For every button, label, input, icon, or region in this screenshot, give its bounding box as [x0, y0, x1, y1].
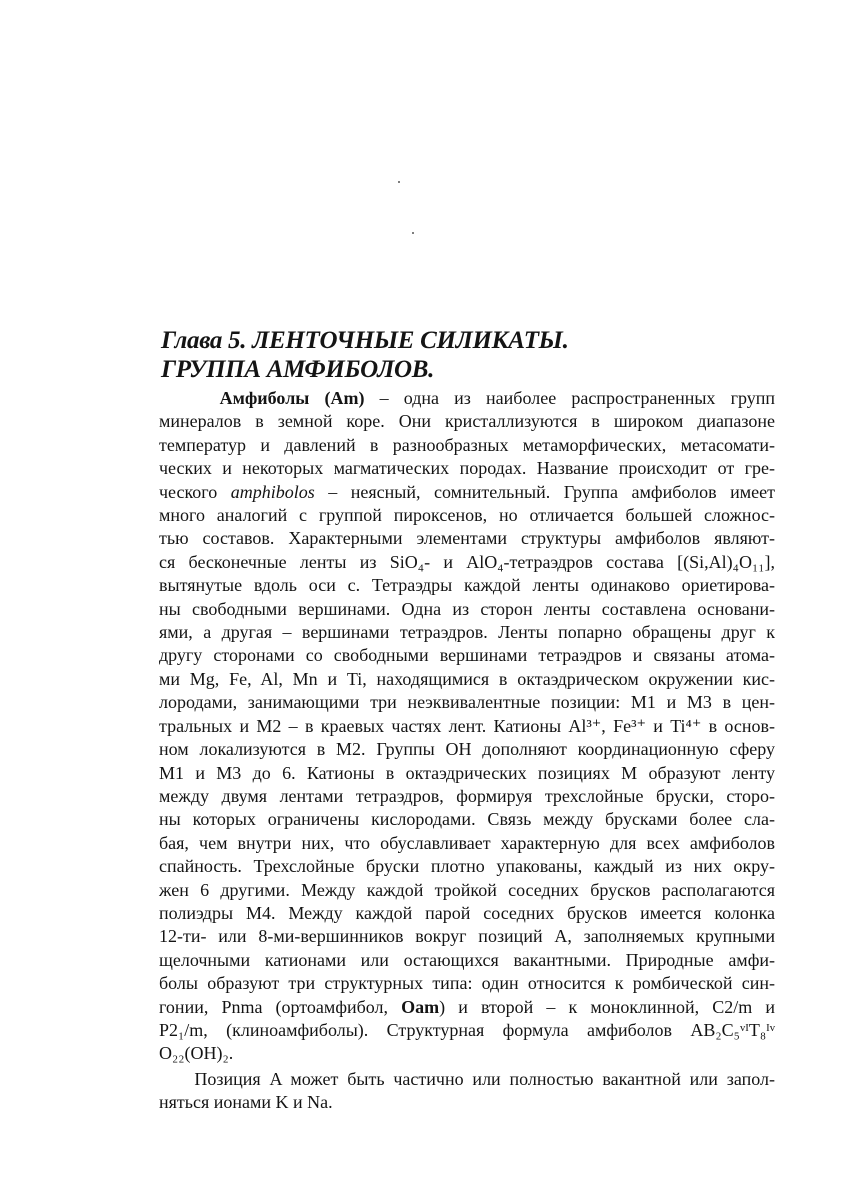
text-line: Амфиболы (Am) – одна из наиболее распространенных групп [219, 388, 775, 408]
text-line: жен 6 другими. Между каждой тройкой соседних брусков располагаются [159, 879, 775, 900]
body-text [159, 387, 775, 1115]
text-line: полиэдры M4. Между каждой парой соседних брусков имеется колонка [159, 902, 775, 923]
text-line: ческих и некоторых магматических породах. Название происходит от гре- [159, 458, 775, 479]
paragraph-2 [159, 1068, 775, 1115]
text-line: ном локализуются в M2. Группы OH дополняют координационную сферу [159, 739, 775, 760]
text-line: щелочными катионами или остающихся вакантными. Природные амфи- [159, 949, 775, 970]
text-line: болы образуют три структурных типа: один относится к ромбической син- [159, 973, 775, 994]
text-line: много аналогий с группой пироксенов, но отличается большей сложнос- [159, 505, 775, 526]
text-line: ся бесконечные ленты из SiO₄- и AlO₄-тетраэдров состава [(Si,Al)₄O₁₁], [159, 551, 775, 572]
text-line: температур и давлений в разнообразных метаморфических, метасомати- [159, 434, 775, 455]
text-line: M1 и M3 до 6. Катионы в октаэдрических позициях M образуют ленту [159, 762, 775, 783]
text-line: тью составов. Характерными элементами структуры амфиболов являют- [159, 528, 775, 549]
text-line: ны которых ограничены кислородами. Связь между брусками более сла- [159, 809, 775, 830]
chapter-title-line-1: Глава 5. ЛЕНТОЧНЫЕ СИЛИКАТЫ. [161, 327, 569, 354]
text-line: гонии, Pnma (ортоамфибол, Oam) и второй – к моноклинной, C2/m и [159, 996, 775, 1017]
text-line: ческого amphibolos – неясный, сомнительный. Группа амфиболов имеет [159, 481, 775, 502]
text-line: ми Mg, Fe, Al, Mn и Ti, находящимися в октаэдрическом окружении кис- [159, 668, 775, 689]
text-line: вытянутые вдоль оси c. Тетраэдры каждой ленты одинаково ориетирова- [159, 575, 775, 596]
text-line: ями, а другая – вершинами тетраэдров. Ленты попарно обращены друг к [159, 622, 775, 643]
text-line: Позиция A может быть частично или полностью вакантной или запол- [159, 1068, 775, 1089]
chapter-title [161, 326, 761, 384]
text-line: лородами, занимающими три неэквивалентные позиции: M1 и M3 в цен- [159, 692, 775, 713]
text-line: O₂₂(OH)₂. [159, 1043, 234, 1064]
text-line: бая, чем внутри них, что обуславливает характерную для всех амфиболов [159, 832, 775, 853]
text-line: тральных и M2 – в краевых частях лент. Катионы Al³⁺, Fe³⁺ и Ti⁴⁺ в основ- [159, 715, 775, 736]
text-line: P2₁/m, (клиноамфиболы). Структурная формула амфиболов AB₂C₅ᵛᴵT₈ᴵᵛ [159, 1019, 775, 1040]
text-line: 12-ти- или 8-ми-вершинников вокруг позиций A, заполняемых крупными [159, 926, 775, 947]
text-line: ны свободными вершинами. Одна из сторон ленты составлена основани- [159, 598, 775, 619]
text-line: няться ионами K и Na. [159, 1092, 333, 1113]
text-line: минералов в земной коре. Они кристаллизуются в широком диапазоне [159, 411, 775, 432]
text-line: другу сторонами со свободными вершинами тетраэдров и связаны атома- [159, 645, 775, 666]
term-italic: amphibolos [230, 481, 315, 502]
text-line: спайность. Трехслойные бруски плотно упакованы, каждый из них окру- [159, 856, 775, 877]
term-bold: Амфиболы (Am) [219, 388, 365, 408]
scan-speck [398, 181, 400, 183]
text-line: между двумя лентами тетраэдров, формируя трехслойные бруски, сторо- [159, 785, 775, 806]
paragraph-1 [159, 387, 775, 1066]
chapter-title-line-2: ГРУППА АМФИБОЛОВ. [161, 356, 435, 383]
term-bold: Oam [401, 996, 440, 1017]
scan-speck [412, 232, 414, 234]
